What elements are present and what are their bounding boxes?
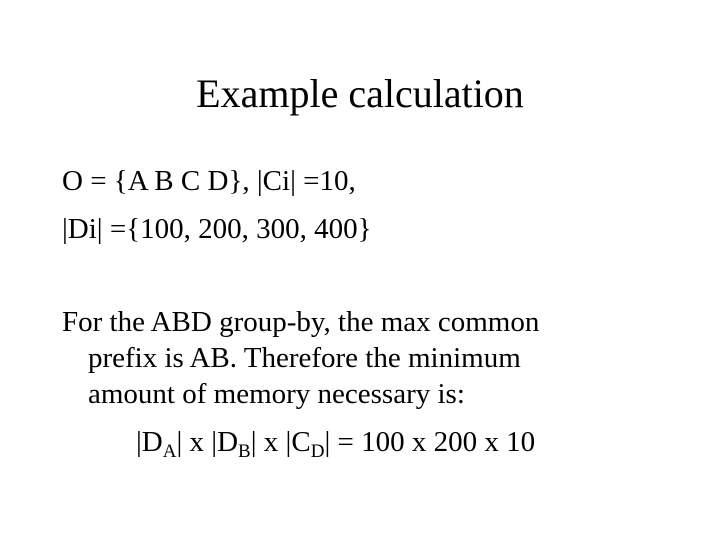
paragraph-line-3: amount of memory necessary is:	[88, 378, 465, 410]
formula-subscript-a: A	[162, 441, 177, 462]
paragraph-line-1: For the ABD group-by, the max common	[62, 306, 540, 338]
formula-part-4: | = 100 x 200 x 10	[324, 426, 536, 458]
formula-subscript-b: B	[238, 441, 251, 462]
formula-part-3: | x |C	[250, 426, 311, 458]
formula-subscript-d: D	[310, 441, 325, 462]
formula-part-2: | x |D	[176, 426, 239, 458]
memory-formula	[136, 425, 536, 462]
definition-line-2: |Di| ={100, 200, 300, 400}	[62, 213, 372, 245]
definition-line-1: O = {A B C D}, |Ci| =10,	[62, 165, 356, 197]
slide-title: Example calculation	[196, 71, 524, 116]
formula-part-1: |D	[136, 426, 163, 458]
paragraph-line-2: prefix is AB. Therefore the minimum	[88, 342, 521, 374]
